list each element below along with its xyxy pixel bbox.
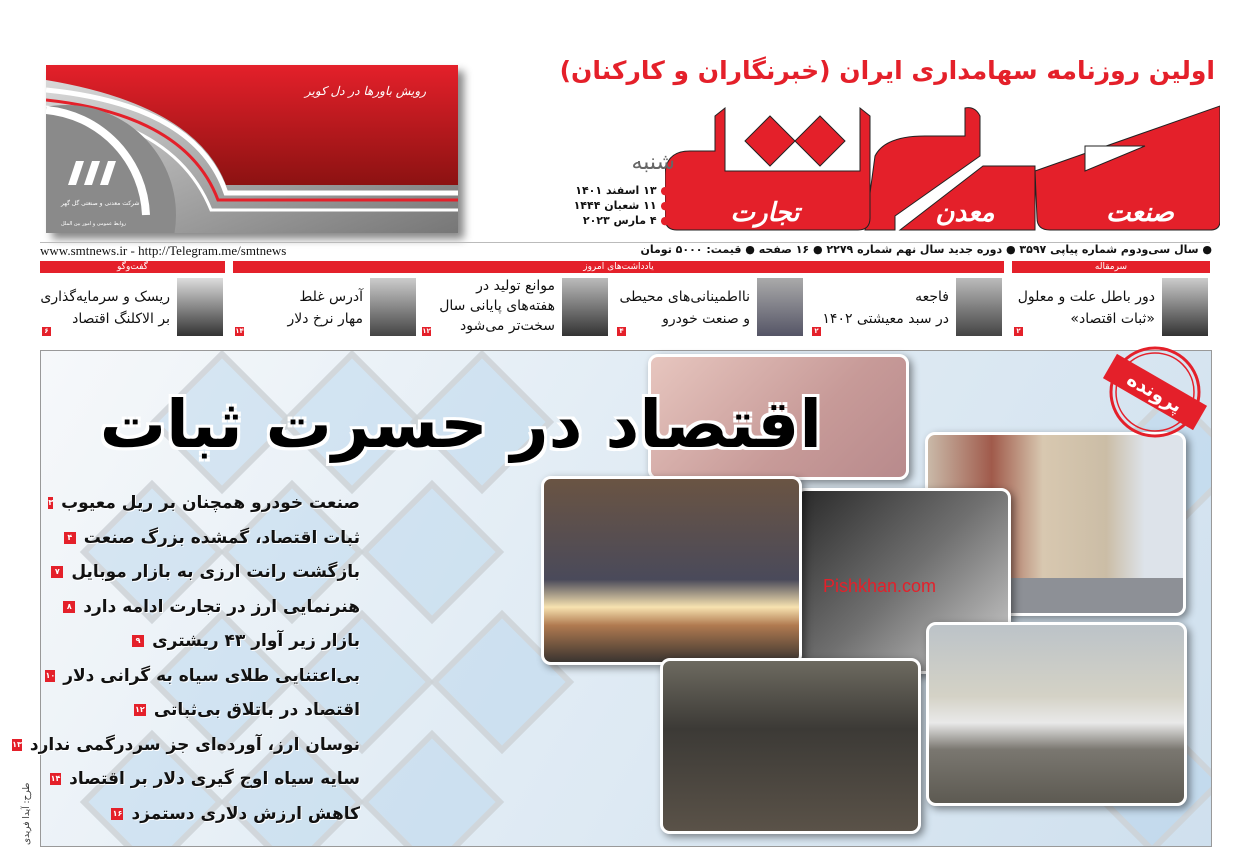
opinion-title: دور باطل علت و معلول «ثبات اقتصاد»: [1017, 289, 1155, 327]
logo-word-madan: معدن: [935, 198, 995, 228]
author-photo: [177, 278, 223, 336]
photo-car-lot: [926, 622, 1187, 806]
opinion-interview[interactable]: [40, 276, 225, 338]
opinion-note-1[interactable]: [810, 276, 1004, 338]
logo-word-tejarat: تجارت: [730, 198, 800, 228]
opinion-title: فاجعه در سبد معیشتی ۱۴۰۲: [822, 289, 949, 327]
photo-steel-workers: [541, 476, 802, 665]
opinion-title: آدرس غلط مهار نرخ دلار: [287, 289, 363, 327]
story-item[interactable]: نوسان ارز، آورده‌ای جز سردرگمی ندارد ۱۳: [12, 734, 360, 755]
date-gregorian: ● ۴ مارس ۲۰۲۳: [582, 214, 670, 227]
page-number-badge: ۶: [42, 327, 51, 336]
page-number-badge: ۱۶: [112, 808, 123, 818]
section-editorial: سرمقاله: [1012, 261, 1210, 273]
story-item[interactable]: بازار زیر آوار ۴۳ ریشتری ۹: [50, 624, 360, 659]
opinion-note-4[interactable]: [233, 276, 418, 338]
newspaper-tagline: اولین روزنامه سهامداری ایران (خبرنگاران و کارکنان): [559, 56, 1215, 85]
ad-company: شرکت معدنی و صنعتی گل گهر: [61, 200, 140, 207]
author-photo: [562, 278, 608, 336]
story-item[interactable]: اقتصاد در باتلاق بی‌ثباتی ۱۲: [134, 700, 360, 721]
story-item[interactable]: هنرنمایی ارز در تجارت ادامه دارد ۸: [50, 590, 360, 625]
story-item[interactable]: بی‌اعتنایی طلای سیاه به گرانی دلار ۱۰: [45, 665, 360, 686]
author-photo: [370, 278, 416, 336]
cover-headline[interactable]: اقتصاد در حسرت ثبات: [99, 386, 822, 463]
bullet-icon: ●: [656, 199, 670, 212]
photo-bazaar-crowd: [660, 658, 921, 834]
page-number-badge: ۷: [51, 566, 63, 578]
section-notes: یادداشت‌های امروز: [233, 261, 1004, 273]
weekday: شنبه: [631, 150, 675, 175]
bullet-icon: ●: [656, 214, 670, 227]
story-item[interactable]: ثبات اقتصاد، گمشده بزرگ صنعت ۴: [50, 521, 360, 556]
badge-label: پرونده: [1122, 368, 1187, 418]
date-lunar: ● ۱۱ شعبان ۱۴۴۴: [573, 199, 670, 212]
page-number-badge: ۹: [132, 635, 144, 647]
story-item[interactable]: صنعت خودرو همچنان بر ریل معیوب ۳: [48, 493, 360, 514]
page-number-badge: ۱۰: [45, 670, 56, 680]
author-photo: [757, 278, 803, 336]
page-number-badge: ۱۴: [235, 327, 244, 335]
opinion-title: موانع تولید در هفته‌های پایانی سال سخت‌تر می‌شود: [439, 278, 555, 334]
website-links[interactable]: www.smtnews.ir - http://Telegram.me/smtnews: [40, 243, 287, 258]
newspaper-logo: [665, 96, 1220, 231]
logo-word-sanat: صنعت: [1106, 198, 1174, 228]
page-number-badge: ۱۳: [12, 739, 22, 749]
bullet-icon: ●: [656, 184, 670, 197]
opinion-title: نااطمینانی‌های محیطی و صنعت خودرو: [619, 289, 750, 327]
decorative-diamond: [360, 480, 504, 624]
page-number-badge: ۴: [617, 327, 626, 336]
date-list: [555, 183, 670, 228]
opinion-title: ریسک و سرمایه‌گذاری بر الاکلنگ اقتصاد: [40, 289, 170, 327]
opinion-note-2[interactable]: [615, 276, 805, 338]
advertisement-banner[interactable]: [46, 65, 458, 233]
date-solar: ● ۱۳ اسفند ۱۴۰۱: [575, 184, 670, 197]
opinion-note-3[interactable]: [420, 276, 610, 338]
author-photo: [1162, 278, 1208, 336]
ad-slogan: رویش باورها در دل کویر: [304, 84, 426, 98]
story-item[interactable]: سایه سیاه اوج گیری دلار بر اقتصاد ۱۴: [50, 769, 360, 790]
mine-landscape-image: [46, 65, 458, 233]
page-number-badge: ۲: [812, 327, 821, 336]
page-number-badge: ۱۲: [134, 705, 145, 715]
page-number-badge: ۴: [64, 532, 76, 544]
page-number-badge: ۸: [63, 601, 75, 613]
opinion-editorial[interactable]: [1012, 276, 1210, 338]
dossier-stamp-badge: [1098, 340, 1208, 440]
author-photo: [956, 278, 1002, 336]
issue-info: ● سال سی‌ودوم شماره پیاپی ۳۵۹۷ ● دوره جدید سال نهم شماره ۲۲۷۹ ● ۱۶ صفحه ● قیمت: ۵۰۰۰ تومان: [640, 243, 1212, 256]
page-number-badge: ۲: [1014, 327, 1023, 336]
page-number-badge: ۳: [48, 498, 54, 508]
ad-department: روابط عمومی و امور بین الملل: [61, 221, 127, 227]
story-item[interactable]: بازگشت رانت ارزی به بازار موبایل ۷: [50, 555, 360, 590]
page-number-badge: ۱۲: [422, 327, 431, 335]
section-interview: گفت‌وگو: [40, 261, 225, 273]
decorative-diamond: [360, 730, 504, 847]
story-item[interactable]: کاهش ارزش دلاری دستمزد ۱۶: [112, 803, 360, 824]
watermark: Pishkhan.com: [823, 576, 937, 596]
design-credit: طرح: آیدا فریدی: [22, 782, 32, 845]
page-number-badge: ۱۴: [50, 774, 61, 784]
